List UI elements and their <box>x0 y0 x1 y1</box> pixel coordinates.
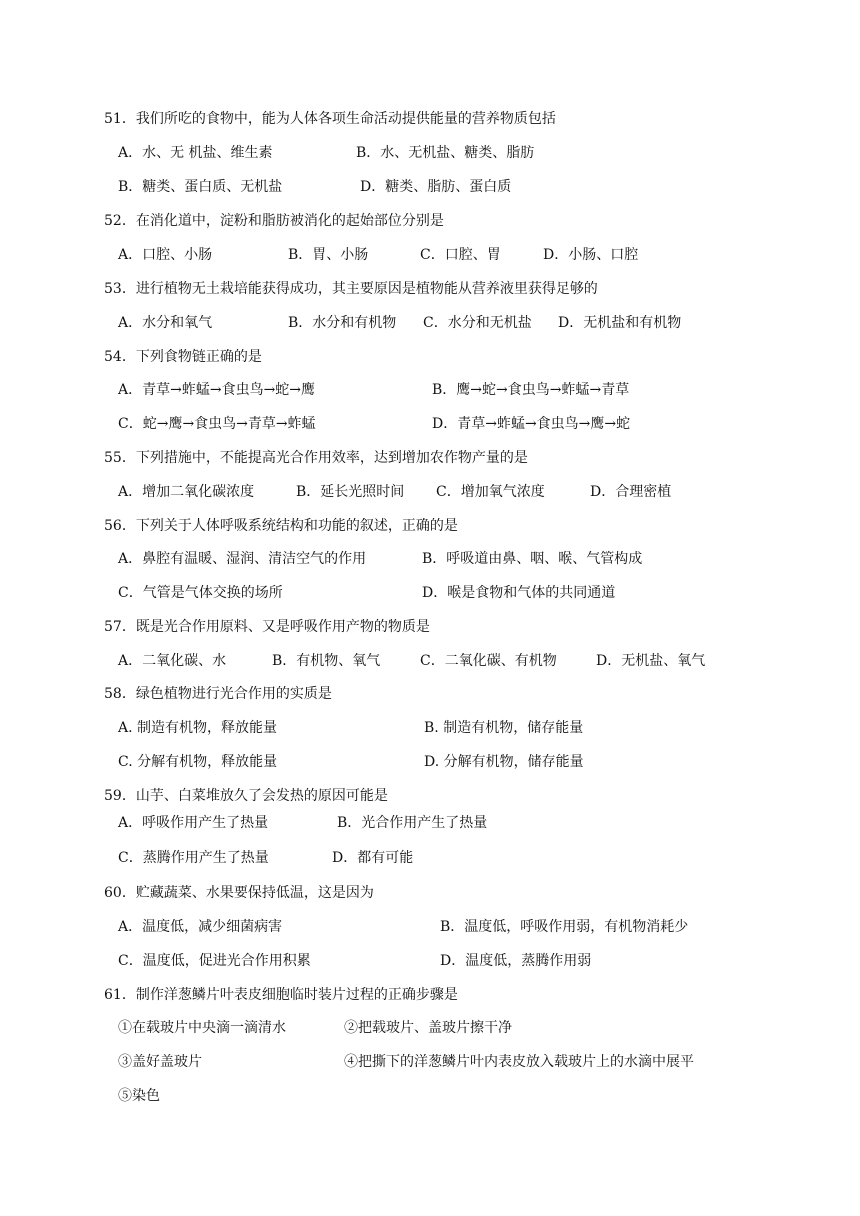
option: B．呼吸道由鼻、咽、喉、气管构成 <box>422 551 643 567</box>
question-stem: 55．下列措施中，不能提高光合作用效率，达到增加农作物产量的是 <box>104 450 528 466</box>
option: C．温度低，促进光合作用积累 <box>118 953 311 969</box>
option: C．蛇→鹰→食虫鸟→青草→蚱蜢 <box>118 416 316 432</box>
option: C．二氧化碳、有机物 <box>420 653 557 669</box>
option: D．温度低，蒸腾作用弱 <box>440 953 592 969</box>
option: B．温度低，呼吸作用弱，有机物消耗少 <box>440 919 689 935</box>
step-item: ①在载玻片中央滴一滴清水 <box>118 1020 286 1036</box>
option: C. 分解有机物，释放能量 <box>118 754 278 770</box>
option: A．青草→蚱蜢→食虫鸟→蛇→鹰 <box>118 382 316 398</box>
option: B．光合作用产生了热量 <box>337 815 488 831</box>
option: C．水分和无机盐 <box>423 315 532 331</box>
option: B．鹰→蛇→食虫鸟→蚱蜢→青草 <box>432 382 630 398</box>
option: A．温度低，减少细菌病害 <box>118 919 283 935</box>
question-stem: 58．绿色植物进行光合作用的实质是 <box>104 686 332 702</box>
question-stem: 61．制作洋葱鳞片叶表皮细胞临时装片过程的正确步骤是 <box>104 987 458 1003</box>
option: D．青草→蚱蜢→食虫鸟→鹰→蛇 <box>432 416 631 432</box>
option: B. 制造有机物，储存能量 <box>424 720 584 736</box>
option: A．口腔、小肠 <box>118 247 213 263</box>
step-item: ⑤染色 <box>118 1088 160 1104</box>
option: A．水、无 机盐、维生素 <box>118 145 273 161</box>
question-stem: 59．山芋、白菜堆放久了会发热的原因可能是 <box>104 788 388 804</box>
option: C．气管是气体交换的场所 <box>118 585 283 601</box>
option: A．水分和氧气 <box>118 315 213 331</box>
question-stem: 60．贮藏蔬菜、水果要保持低温，这是因为 <box>104 885 374 901</box>
question-stem: 51．我们所吃的食物中，能为人体各项生命活动提供能量的营养物质包括 <box>104 111 556 127</box>
option: D．无机盐、氧气 <box>596 653 706 669</box>
option: B．水分和有机物 <box>288 315 397 331</box>
option: D．糖类、脂肪、蛋白质 <box>360 179 512 195</box>
option: D．都有可能 <box>332 850 414 866</box>
option: D．喉是食物和气体的共同通道 <box>422 585 616 601</box>
step-item: ④把撕下的洋葱鳞片叶内表皮放入载玻片上的水滴中展平 <box>344 1054 694 1070</box>
option: D．无机盐和有机物 <box>558 315 682 331</box>
option: B．胃、小肠 <box>288 247 369 263</box>
question-stem: 54．下列食物链正确的是 <box>104 349 262 365</box>
option: B．有机物、氧气 <box>272 653 381 669</box>
question-stem: 56．下列关于人体呼吸系统结构和功能的叙述，正确的是 <box>104 518 458 534</box>
step-item: ③盖好盖玻片 <box>118 1054 202 1070</box>
option: B．水、无机盐、糖类、脂肪 <box>356 145 535 161</box>
option: A．呼吸作用产生了热量 <box>118 815 269 831</box>
option: A．鼻腔有温暖、湿润、清洁空气的作用 <box>118 551 367 567</box>
option: A．二氧化碳、水 <box>118 653 227 669</box>
option: C．蒸腾作用产生了热量 <box>118 850 269 866</box>
option: D. 分解有机物，储存能量 <box>424 754 584 770</box>
option: B．糖类、蛋白质、无机盐 <box>118 179 283 195</box>
option: C．口腔、胃 <box>420 247 501 263</box>
option: A．增加二氧化碳浓度 <box>118 484 255 500</box>
question-stem: 52．在消化道中，淀粉和脂肪被消化的起始部位分别是 <box>104 213 444 229</box>
step-item: ②把载玻片、盖玻片擦干净 <box>344 1020 512 1036</box>
question-stem: 57．既是光合作用原料、又是呼吸作用产物的物质是 <box>104 619 430 635</box>
option: D．小肠、口腔 <box>543 247 639 263</box>
option: C．增加氧气浓度 <box>436 484 545 500</box>
option: B．延长光照时间 <box>296 484 405 500</box>
option: A. 制造有机物，释放能量 <box>118 720 278 736</box>
option: D．合理密植 <box>590 484 672 500</box>
question-stem: 53．进行植物无土栽培能获得成功，其主要原因是植物能从营养液里获得足够的 <box>104 281 598 297</box>
